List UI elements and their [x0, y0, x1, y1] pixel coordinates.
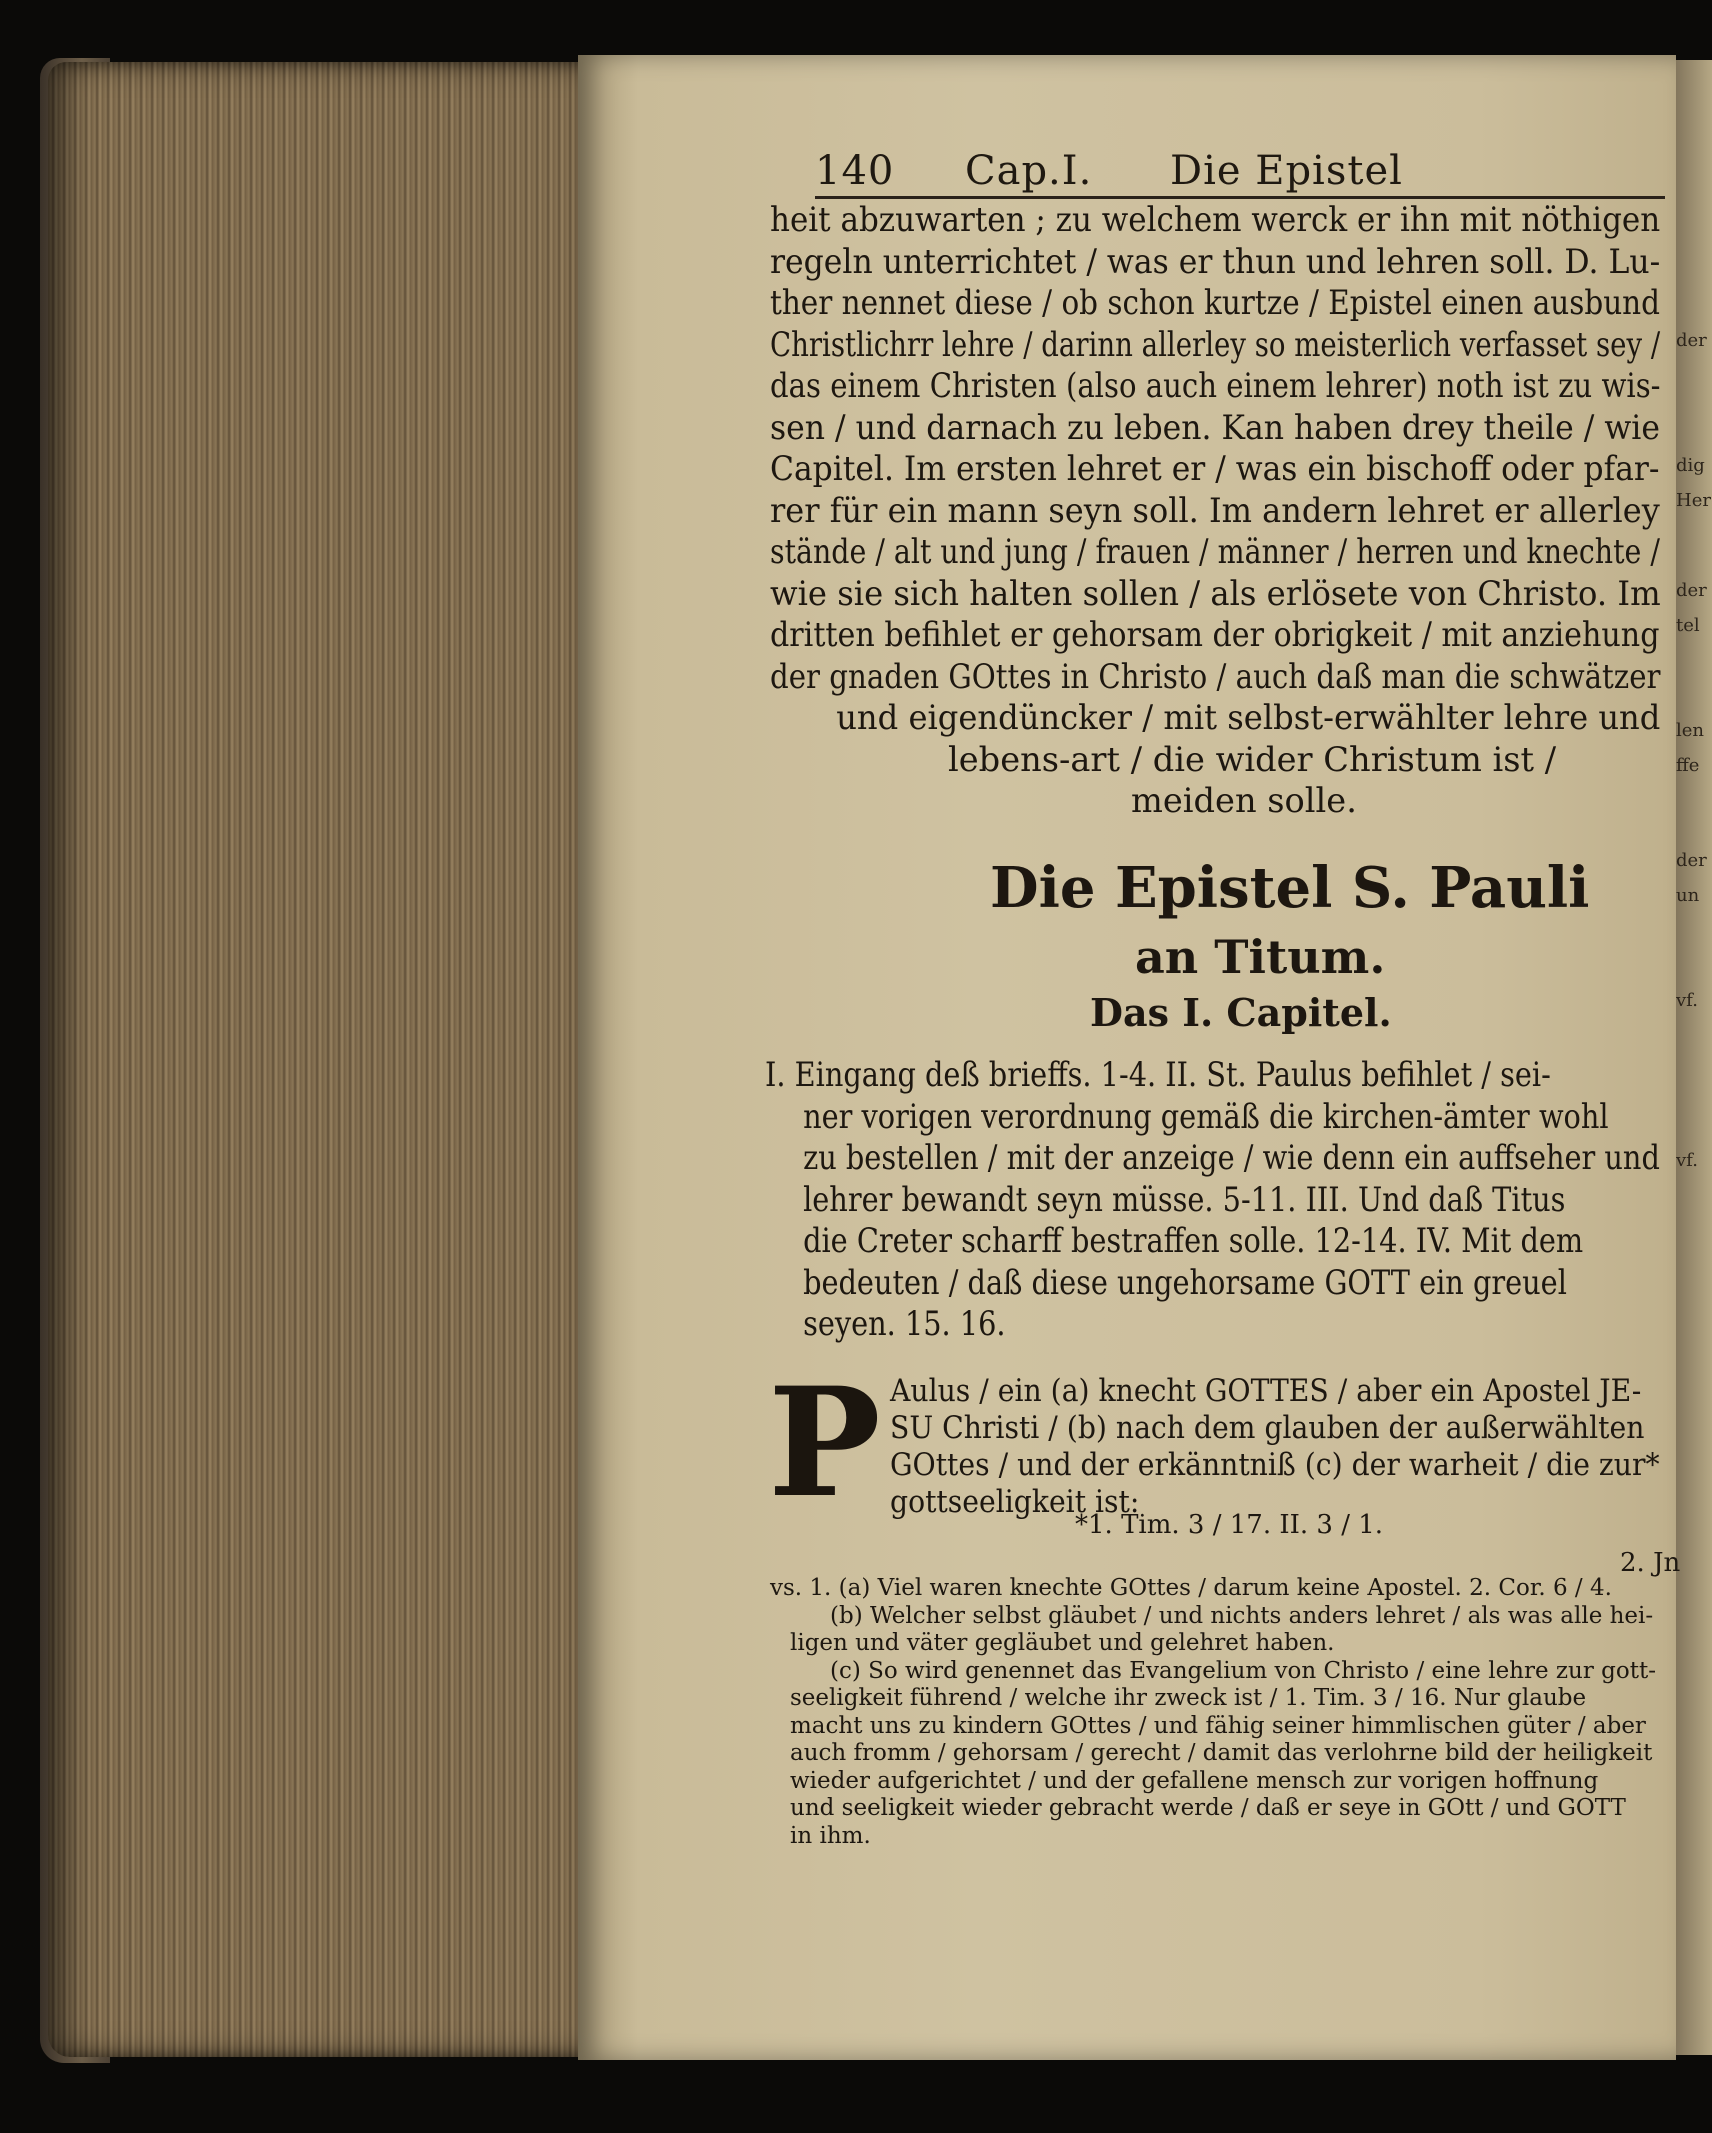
summary-line: ner vorigen verordnung gemäß die kirchen-ämter wohl [803, 1096, 1609, 1137]
running-header [815, 148, 1665, 199]
verse-line: gottseeligkeit ist: [890, 1484, 1140, 1520]
text-line: der gnaden GOttes in Christo / auch daß man die schwätzer [770, 656, 1661, 697]
page-block-edge [48, 62, 588, 2057]
text-line: und eigendüncker / mit selbst-erwählter lehre und [836, 698, 1661, 738]
summary-line: I. Eingang deß brieffs. 1-4. II. St. Paulus befihlet / sei- [765, 1055, 1551, 1095]
text-line: stände / alt und jung / frauen / männer / herren und knechte / [770, 532, 1660, 572]
text-line: regeln unterrichtet / was er thun und lehren soll. D. Lu- [770, 241, 1661, 282]
verse-line: GOttes / und der erkänntniß (c) der warheit / die zur* [890, 1447, 1660, 1483]
epistle-subtitle: an Titum. [1135, 930, 1386, 984]
adjacent-page-fragment: un [1676, 885, 1700, 906]
text-line: heit abzuwarten ; zu welchem werck er ihn mit nöthigen [770, 200, 1661, 240]
chapter-heading: Das I. Capitel. [1090, 990, 1392, 1035]
catchword: 2. Jn [1620, 1548, 1681, 1578]
text-line: dritten befihlet er gehorsam der obrigkeit / mit anziehung [770, 615, 1660, 655]
text-line: Capitel. Im ersten lehret er / was ein bischoff oder pfar- [770, 449, 1660, 489]
running-title: Die Epistel [1170, 148, 1403, 194]
footnote-line: und seeligkeit wieder gebracht werde / daß er seye in GOtt / und GOTT [790, 1795, 1626, 1821]
text-line: sen / und darnach zu leben. Kan haben drey theile / wie [770, 407, 1660, 448]
decorated-initial: P [768, 1355, 881, 1531]
footnote-line: (c) So wird genennet das Evangelium von Christo / eine lehre zur gott- [830, 1657, 1656, 1684]
footnote-line: in ihm. [790, 1822, 871, 1849]
summary-line: lehrer bewandt seyn müsse. 5-11. III. Und daß Titus [803, 1179, 1566, 1220]
text-line: lebens-art / die wider Christum ist / [948, 739, 1557, 780]
adjacent-page-fragment: ffe [1676, 755, 1700, 776]
adjacent-page-fragment: der [1676, 850, 1707, 871]
footnote-line: seeligkeit führend / welche ihr zweck ist / 1. Tim. 3 / 16. Nur glaube [790, 1685, 1587, 1711]
epistle-title: Die Epistel S. Pauli [990, 855, 1590, 921]
footnotes [770, 1575, 1656, 1850]
text-line: das einem Christen (also auch einem lehrer) noth ist zu wis- [770, 366, 1661, 406]
cross-reference: *1. Tim. 3 / 17. II. 3 / 1. [1075, 1510, 1384, 1540]
summary-line: die Creter scharff bestraffen solle. 12-14. IV. Mit dem [803, 1221, 1584, 1261]
summary-line: zu bestellen / mit der anzeige / wie denn ein auffseher und [803, 1138, 1660, 1178]
summary-line: bedeuten / daß diese ungehorsame GOTT ein greuel [803, 1262, 1567, 1303]
summary-line: seyen. 15. 16. [803, 1304, 1006, 1344]
text-line: Christlichrr lehre / darinn allerley so meisterlich verfasset sey / [770, 324, 1661, 365]
adjacent-page-fragment: vf. [1676, 990, 1698, 1011]
adjacent-page-fragment: tel [1676, 615, 1700, 636]
text-line: meiden solle. [1130, 781, 1357, 821]
footnote-line: wieder aufgerichtet / und der gefallene mensch zur vorigen hoffnung [790, 1767, 1599, 1794]
footnote-line: (b) Welcher selbst gläubet / und nichts anders lehret / als was alle hei- [830, 1602, 1654, 1629]
text-line: wie sie sich halten sollen / als erlösete von Christo. Im [770, 573, 1661, 614]
footnote-line: ligen und väter gegläubet und gelehret haben. [790, 1630, 1335, 1656]
chapter-summary [765, 1055, 1712, 1346]
footnote-line: auch fromm / gehorsam / gerecht / damit das verlohrne bild der heiligkeit [790, 1740, 1653, 1766]
adjacent-page-fragment: dig [1676, 455, 1705, 476]
adjacent-page-fragment: Her [1676, 490, 1711, 511]
verse-1 [890, 1373, 1712, 1521]
chapter-label: Cap.I. [965, 148, 1093, 194]
page-number: 140 [815, 148, 895, 194]
verse-line: Aulus / ein (a) knecht GOTTES / aber ein Apostel JE- [890, 1373, 1642, 1409]
verse-line: SU Christi / (b) nach dem glauben der außerwählten [890, 1410, 1645, 1446]
footnote-line: vs. 1. (a) Viel waren knechte GOttes / darum keine Apostel. 2. Cor. 6 / 4. [770, 1575, 1612, 1601]
adjacent-page-fragment: len [1676, 720, 1705, 741]
adjacent-page-fragment: vf. [1676, 1150, 1698, 1171]
adjacent-page-fragment: der [1676, 580, 1707, 601]
text-line: ther nennet diese / ob schon kurtze / Epistel einen ausbund [770, 283, 1660, 323]
adjacent-page-fragment: der [1676, 330, 1707, 351]
text-line: rer für ein mann seyn soll. Im andern lehret er allerley [770, 490, 1660, 531]
intro-paragraph [770, 200, 1670, 823]
footnote-line: macht uns zu kindern GOttes / und fähig seiner himmlischen güter / aber [790, 1712, 1646, 1739]
